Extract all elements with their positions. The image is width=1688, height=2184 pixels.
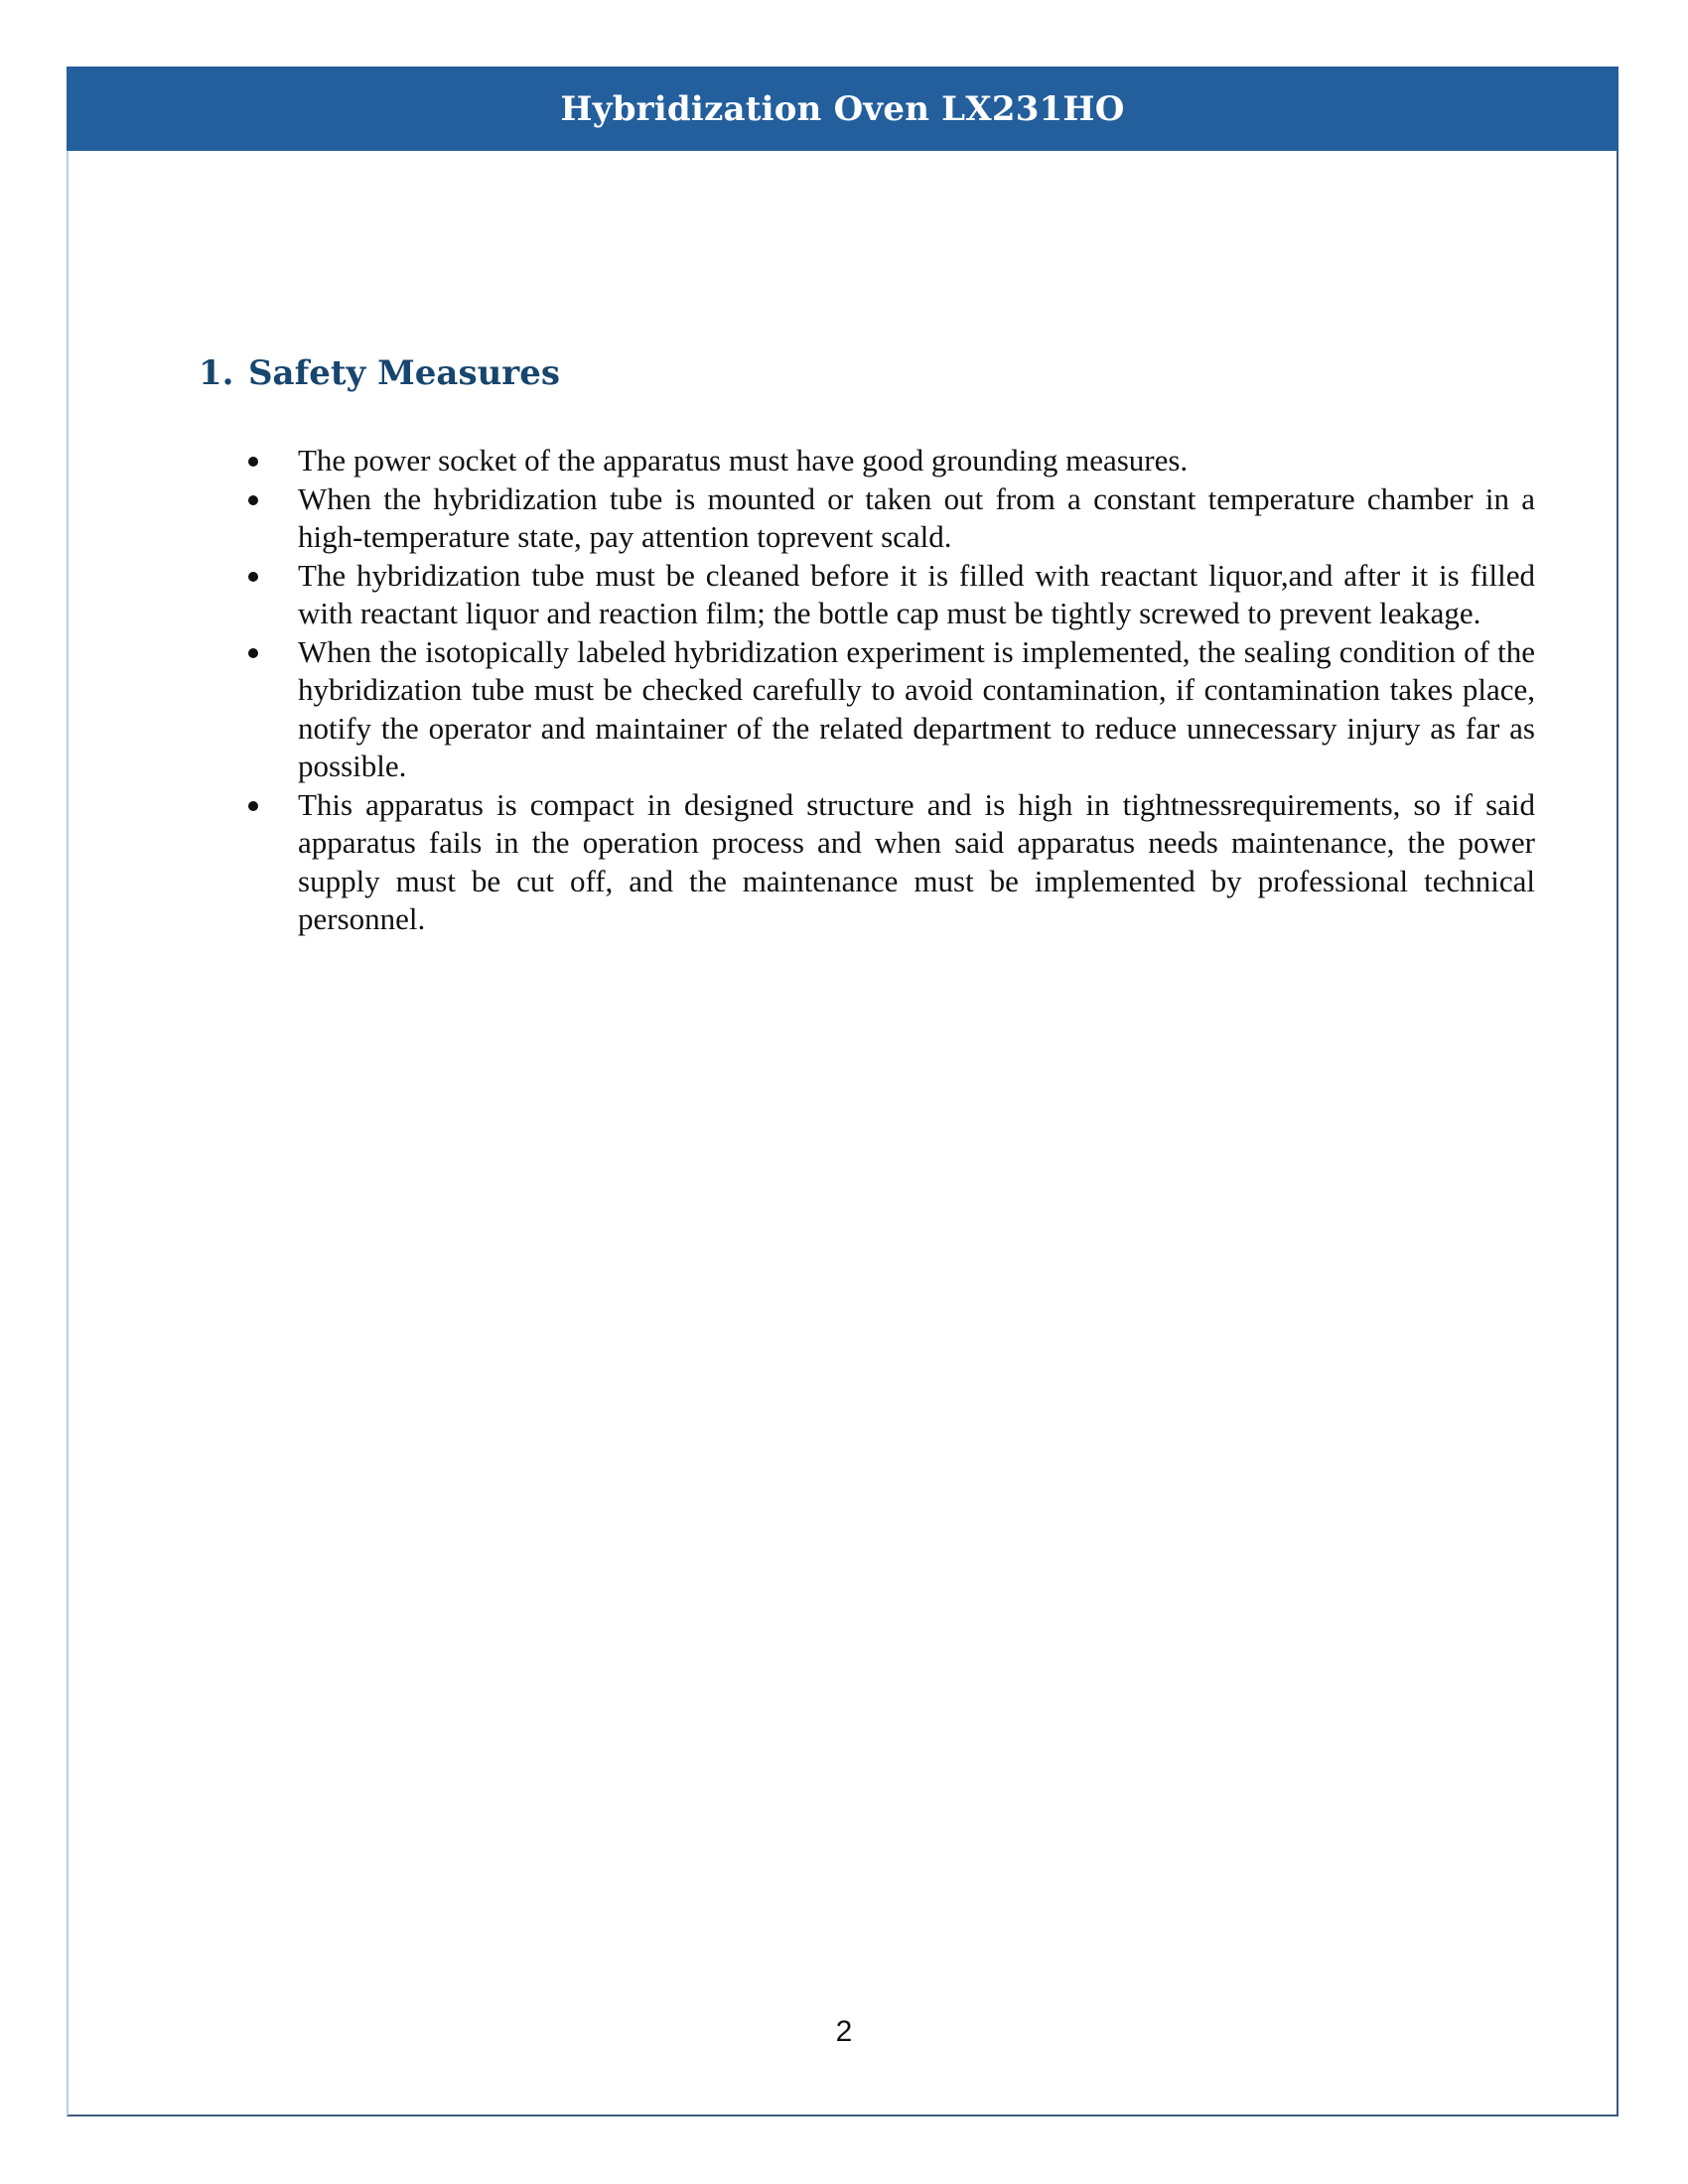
bullet-item [248,442,1535,480]
bullet-item [248,786,1535,939]
bullet-icon [248,495,258,505]
bullet-icon [248,457,258,467]
bullet-text: This apparatus is compact in designed structure and is high in tightnessrequirements, so if said apparatus fails in the operation process and when said apparatus needs maintenance, the power supply must be cut off, and the maintenance must be implemented by professional technical personnel. [298,786,1535,936]
safety-bullet-list [248,442,1535,939]
page-number: 2 [835,2015,853,2048]
bullet-item [248,633,1535,786]
document-title: Hybridization Oven LX231HO [560,88,1125,129]
bullet-text: The hybridization tube must be cleaned before it is filled with reactant liquor,and after it is filled with reactant liquor and reaction film; the bottle cap must be tightly screwed to prevent leakage. [298,557,1535,630]
section-heading [199,353,560,393]
section-title: Safety Measures [248,353,560,393]
bullet-icon [248,572,258,582]
bullet-icon [248,648,258,658]
header-band [67,67,1618,151]
bullet-text: The power socket of the apparatus must have good grounding measures. [298,443,1189,478]
bullet-text: When the hybridization tube is mounted or taken out from a constant temperature chamber in a high-temperature state, pay attention toprevent scald. [298,480,1535,554]
bullet-icon [248,801,258,811]
bullet-text: When the isotopically labeled hybridization experiment is implemented, the sealing condition of the hybridization tube must be checked carefully to avoid contamination, if contamination takes place, notify the operator and maintainer of the related department to reduce unnecessary injury as far as possible. [298,633,1535,783]
section-number: 1. [199,353,234,393]
bullet-item [248,557,1535,633]
bullet-item [248,480,1535,557]
